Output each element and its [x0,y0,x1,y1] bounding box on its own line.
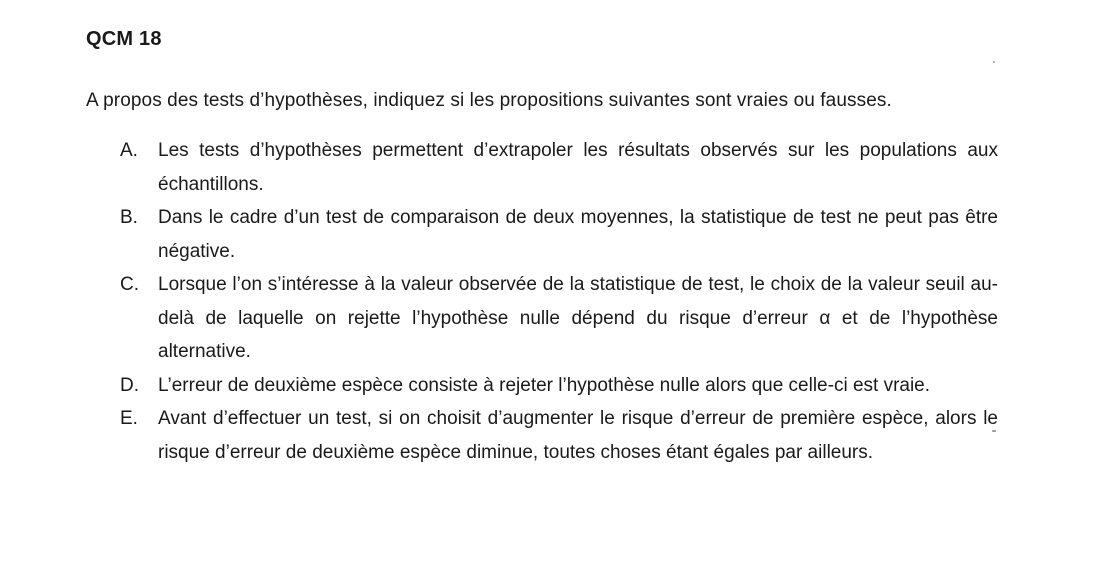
proposition-list [120,134,998,469]
proposition-text: Avant d’effectuer un test, si on choisit d’augmenter le risque d’erreur de première espèce, alors le risque d’erreur de deuxième espèce diminue, toutes choses étant égales par ailleurs. [158,408,998,463]
proposition-text: Les tests d’hypothèses permettent d’extrapoler les résultats observés sur les populations aux échantillons. [158,140,998,195]
proposition-a [120,134,998,201]
proposition-letter: A. [120,140,138,161]
scan-speck [992,430,996,432]
proposition-c [120,268,998,369]
proposition-letter: C. [120,274,139,295]
proposition-d [120,369,998,403]
proposition-letter: D. [120,374,139,396]
proposition-b [120,201,998,268]
proposition-text: Dans le cadre d’un test de comparaison de deux moyennes, la statistique de test ne peut pas être négative. [158,207,998,262]
question-title: QCM 18 [86,28,162,50]
proposition-e [120,402,998,469]
proposition-letter: E. [120,408,138,429]
proposition-text: L’erreur de deuxième espèce consiste à rejeter l’hypothèse nulle alors que celle-ci est vraie. [158,374,931,396]
proposition-letter: B. [120,207,138,228]
question-intro: A propos des tests d’hypothèses, indiquez si les propositions suivantes sont vraies ou fausses. [86,90,892,111]
proposition-text: Lorsque l’on s’intéresse à la valeur observée de la statistique de test, le choix de la valeur seuil au-delà de laquelle on rejette l’hypothèse nulle dépend du risque d’erreur α et de l’hypothèse alternative. [158,274,998,362]
scan-speck [993,61,995,63]
